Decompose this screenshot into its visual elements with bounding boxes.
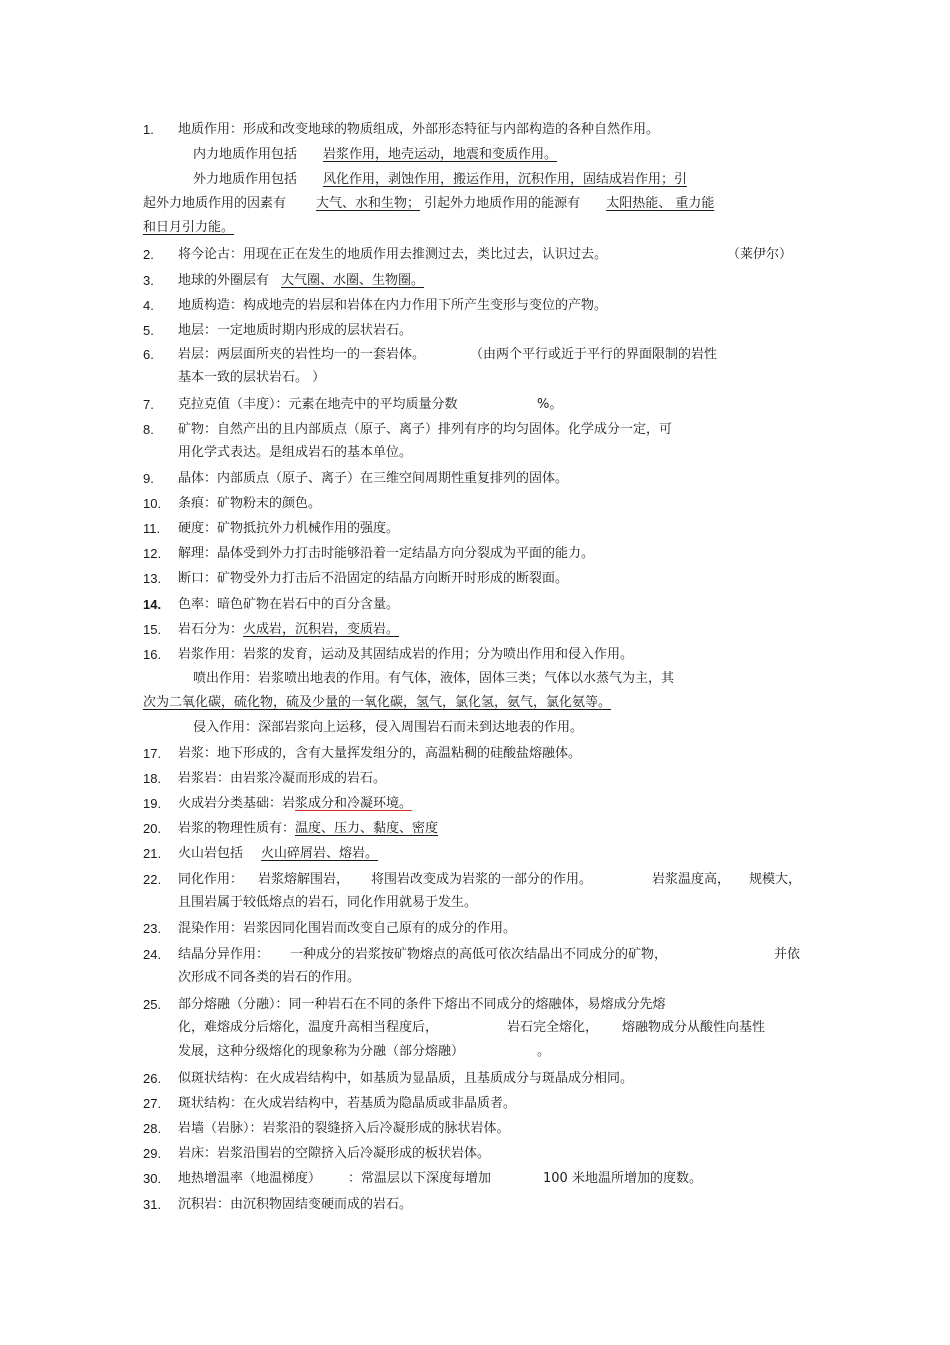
item-text: 地质构造：构成地壳的岩层和岩体在内力作用下所产生变形与变位的产物。	[178, 298, 608, 313]
item-text: 解理：晶体受到外力打击时能够沿着一定结晶方向分裂成为平面的能力。	[178, 546, 595, 561]
item-number: 26.	[143, 1071, 162, 1086]
item-text: 同化作用：	[178, 872, 244, 887]
item-number: 18.	[143, 771, 162, 786]
item-continuation: 化，难熔成分后熔化，温度升高相当程度后，	[178, 1020, 439, 1035]
label: 引起外力地质作用的能源有	[424, 196, 581, 211]
item-continuation: 。	[537, 1044, 551, 1059]
item-text: 斑状结构：在火成岩结构中，若基质为隐晶质或非晶质者。	[178, 1096, 517, 1111]
item-number: 30.	[143, 1171, 162, 1186]
label: 内力地质作用包括	[193, 147, 298, 162]
item-text: （由两个平行或近于平行的界面限制的岩性	[470, 347, 718, 362]
item-text: 晶体：内部质点（原子、离子）在三维空间周期性重复排列的固体。	[178, 471, 569, 486]
item-number: 28.	[143, 1121, 162, 1136]
underlined-start: 次为二氧化碳，硫化物，硫及少量的一氧化碳，氢气，氯化氢，氨气，氯化氨等。	[143, 695, 612, 710]
item-number: 22.	[143, 872, 162, 887]
underlined-answer: 大气圈、水圈、生物圈。	[281, 273, 425, 288]
item-number: 25.	[143, 997, 162, 1012]
item-text: 硬度：矿物抵抗外力机械作用的强度。	[178, 521, 400, 536]
item-text: 一种成分的岩浆按矿物熔点的高低可依次结晶出不同成分的矿物，	[290, 947, 668, 962]
item-text: 将今论古：用现在正在发生的地质作用去推测过去，类比过去，认识过去。	[178, 247, 608, 262]
item-text: 并依	[774, 947, 801, 962]
item-text: 岩层：两层面所夹的岩性均一的一套岩体。	[178, 347, 426, 362]
label: 起外力地质作用的因素有	[143, 196, 287, 211]
item-text	[178, 845, 378, 863]
item-number: 21.	[143, 846, 162, 861]
item-text	[178, 795, 432, 813]
item-text: 岩浆温度高，	[652, 872, 731, 887]
label: 火成岩分类基础：岩	[178, 796, 296, 811]
item-text: 矿物：自然产出的且内部质点（原子、离子）排列有序的均匀固体。化学成分一定，可	[178, 422, 673, 437]
item-continuation: 用化学式表达。是组成岩石的基本单位。	[178, 445, 413, 460]
item-text: 色率：暗色矿物在岩石中的百分含量。	[178, 597, 400, 612]
item-number: 29.	[143, 1146, 162, 1161]
underlined-answer: 火成岩，沉积岩，变质岩。	[243, 622, 400, 637]
item-text: 断口：矿物受外力打击后不沿固定的结晶方向断开时形成的断裂面。	[178, 571, 569, 586]
item-text	[178, 621, 423, 639]
underlined-answer: 大气、水和生物；	[316, 196, 421, 211]
item-continuation: 熔融物成分从酸性向基性	[622, 1020, 766, 1035]
item-number: 20.	[143, 821, 162, 836]
item-text: 岩墙（岩脉）：岩浆沿的裂缝挤入后冷凝形成的脉状岩体。	[178, 1121, 510, 1136]
item-subline	[193, 670, 734, 688]
item-subline	[143, 195, 714, 213]
label: 地球的外圈层有	[178, 273, 270, 288]
item-number: 8.	[143, 422, 154, 437]
item-number: 4.	[143, 298, 154, 313]
item-subline	[193, 171, 703, 189]
item-subline: 侵入作用：深部岩浆向上运移，侵入周围岩石而未到达地表的作用。	[193, 720, 584, 735]
item-number: 19.	[143, 796, 162, 811]
item-number: 16.	[143, 647, 162, 662]
item-text: 沉积岩：由沉积物固结变硬而成的岩石。	[178, 1197, 413, 1212]
item-number: 31.	[143, 1197, 162, 1212]
item-text: 克拉克值（丰度）：元素在地壳中的平均质量分数	[178, 397, 458, 412]
item-number: 6.	[143, 347, 154, 362]
item-number: 1.	[143, 122, 154, 137]
item-number: 24.	[143, 947, 162, 962]
item-number: 13.	[143, 571, 162, 586]
item-number: 12.	[143, 546, 162, 561]
item-subline	[193, 146, 579, 164]
item-text: 规模大，	[749, 872, 802, 887]
item-subline	[143, 694, 611, 712]
item-text: 岩浆熔解围岩，	[258, 872, 350, 887]
label: 外力地质作用包括	[193, 172, 298, 187]
item-number: 23.	[143, 921, 162, 936]
item-number: 9.	[143, 471, 154, 486]
item-text: ：常温层以下深度每增加	[348, 1171, 492, 1186]
label: 火山岩包括	[178, 846, 244, 861]
item-number: 2.	[143, 247, 154, 262]
item-continuation: 发展，这种分级熔化的现象称为分融（部分熔融）	[178, 1044, 465, 1059]
item-number: 14.	[143, 597, 162, 612]
item-number: 3.	[143, 273, 154, 288]
item-number: 27.	[143, 1096, 162, 1111]
label: 岩浆的物理性质有：	[178, 821, 296, 836]
item-continuation: 岩石完全熔化，	[507, 1020, 599, 1035]
item-text: 部分熔融（分融）：同一种岩石在不同的条件下熔出不同成分的熔融体，易熔成分先熔	[178, 997, 666, 1012]
item-text: 地热增温率（地温梯度）	[178, 1171, 322, 1186]
item-text	[178, 272, 434, 290]
item-text: 岩床：岩浆沿围岩的空隙挤入后冷凝形成的板状岩体。	[178, 1146, 491, 1161]
underlined-answer: 风化作用，剥蚀作用，搬运作用，沉积作用，固结成岩作用；引	[323, 172, 688, 187]
item-text: 条痕：矿物粉末的颜色。	[178, 496, 322, 511]
item-number: 11.	[143, 521, 161, 536]
label: 岩石分为：	[178, 622, 244, 637]
item-text: 岩浆作用：岩浆的发育，运动及其固结成岩的作用；分为喷出作用和侵入作用。	[178, 647, 634, 662]
item-number: 17.	[143, 746, 162, 761]
red-underlined-answer: 浆成分和冷凝环境。	[295, 796, 413, 811]
item-text: 似斑状结构：在火成岩结构中，如基质为显晶质，且基质成分与斑晶成分相同。	[178, 1071, 634, 1086]
underlined-answer: 太阳热能、 重力能	[606, 196, 715, 211]
item-subline	[143, 219, 234, 237]
item-text: 岩浆：地下形成的，含有大量挥发组分的，高温粘稠的硅酸盐熔融体。	[178, 746, 582, 761]
item-continuation: 且围岩属于较低熔点的岩石，同化作用就易于发生。	[178, 895, 478, 910]
underlined-answer: 和日月引力能。	[143, 220, 235, 235]
item-number: 15.	[143, 622, 162, 637]
item-number: 10.	[143, 496, 162, 511]
underlined-answer: 火山碎屑岩、熔岩。	[261, 846, 379, 861]
item-text: %。	[537, 397, 563, 412]
item-number: 5.	[143, 323, 154, 338]
item-continuation: 次形成不同各类的岩石的作用。	[178, 970, 361, 985]
item-text	[178, 820, 472, 838]
underlined-answer: 岩浆作用，地壳运动，地震和变质作用。	[323, 147, 558, 162]
item-text: 混染作用：岩浆因同化围岩而改变自己原有的成分的作用。	[178, 921, 517, 936]
item-text: 地层：一定地质时期内形成的层状岩石。	[178, 323, 413, 338]
item-text: 结晶分异作用：	[178, 947, 270, 962]
item-continuation: 基本一致的层状岩石。 ）	[178, 370, 326, 385]
item-text: 岩浆岩：由岩浆冷凝而形成的岩石。	[178, 771, 387, 786]
item-text: 100 米地温所增加的度数。	[543, 1171, 702, 1186]
item-note: （莱伊尔）	[727, 247, 793, 262]
item-number: 7.	[143, 397, 154, 412]
underlined-answer: 温度、压力、黏度、密度	[295, 821, 439, 836]
item-text: 将围岩改变成为岩浆的一部分的作用。	[371, 872, 593, 887]
subline-text: 喷出作用：岩浆喷出地表的作用。有气体，液体，固体三类；气体以水蒸气为主，其	[193, 671, 675, 686]
item-text: 地质作用：形成和改变地球的物质组成，外部形态特征与内部构造的各种自然作用。	[178, 122, 660, 137]
